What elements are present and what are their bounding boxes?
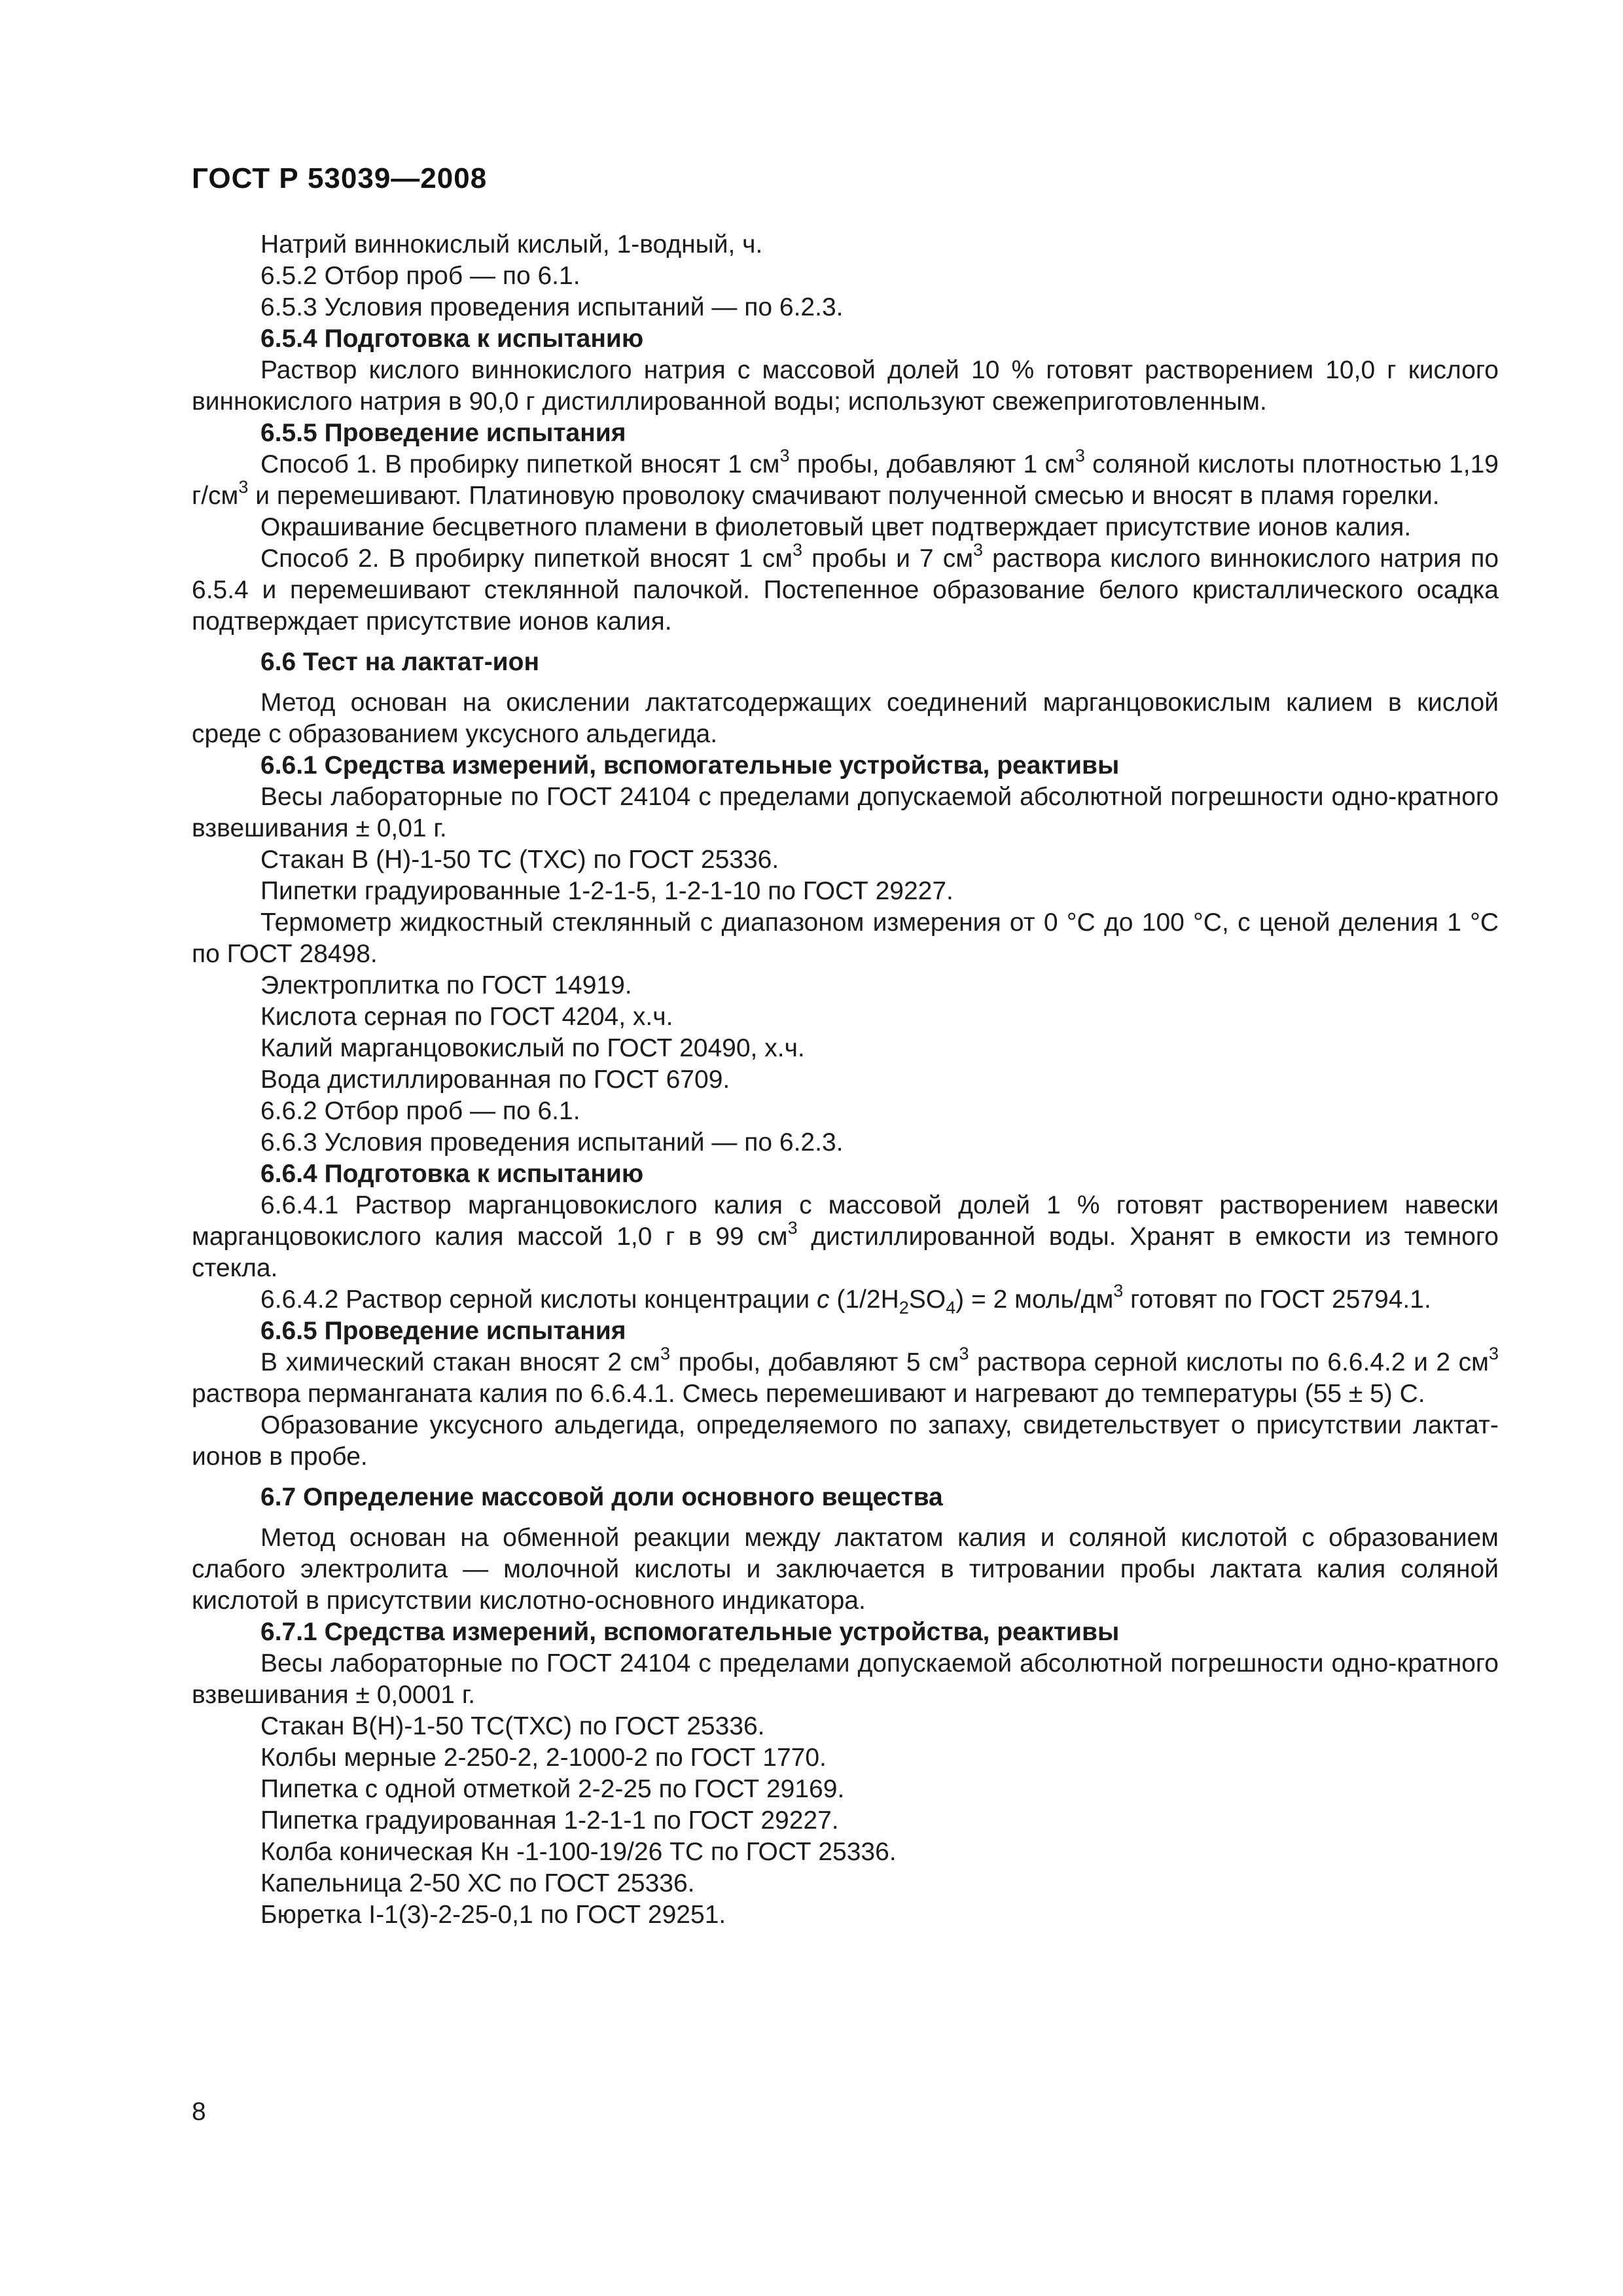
text-line: Натрий виннокислый кислый, 1-водный, ч. bbox=[260, 230, 763, 259]
list-item: Пипетка с одной отметкой 2-2-25 по ГОСТ 29169. bbox=[260, 1775, 845, 1803]
paragraph: Образование уксусного альдегида, определяемого по запаху, свидетельствует о присутствии лактат-ионов в пробе. bbox=[192, 1411, 1499, 1471]
subsection-heading: 6.5.5 Проведение испытания bbox=[260, 419, 626, 447]
list-item: Стакан В (Н)-1-50 ТС (ТХС) по ГОСТ 25336. bbox=[260, 846, 779, 874]
list-item: Пипетка градуированная 1-2-1-1 по ГОСТ 29227. bbox=[260, 1806, 839, 1835]
subsection-heading: 6.6.1 Средства измерений, вспомогательные устройства, реактивы bbox=[260, 751, 1120, 780]
paragraph: Метод основан на обменной реакции между лактатом калия и соляной кислотой с образованием слабого электролита — молочной кислоты и заключается в титровании пробы лактата калия соляной кислотой в присутствии кислотно-основного индикатора. bbox=[192, 1524, 1499, 1615]
list-item: Калий марганцовокислый по ГОСТ 20490, х.ч. bbox=[260, 1034, 805, 1062]
subsection-heading: 6.7.1 Средства измерений, вспомогательные устройства, реактивы bbox=[260, 1618, 1120, 1646]
paragraph: Окрашивание бесцветного пламени в фиолетовый цвет подтверждает присутствие ионов калия. bbox=[260, 513, 1412, 541]
list-item: Кислота серная по ГОСТ 4204, х.ч. bbox=[260, 1003, 673, 1031]
list-item: Бюретка I-1(3)-2-25-0,1 по ГОСТ 29251. bbox=[260, 1901, 726, 1929]
list-item: Колбы мерные 2-250-2, 2-1000-2 по ГОСТ 1770. bbox=[260, 1744, 827, 1772]
list-item: Термометр жидкостный стеклянный с диапазоном измерения от 0 °С до 100 °С, с ценой деления 1 °С по ГОСТ 28498. bbox=[192, 908, 1499, 968]
list-item: Пипетки градуированные 1-2-1-5, 1-2-1-10 по ГОСТ 29227. bbox=[260, 877, 954, 905]
list-item: Стакан В(Н)-1-50 ТС(ТХС) по ГОСТ 25336. bbox=[260, 1712, 765, 1740]
list-item: Капельница 2-50 ХС по ГОСТ 25336. bbox=[260, 1869, 695, 1897]
paragraph: 6.6.4.2 Раствор серной кислоты концентрации c $(1/2H_2SO_4) = 2$ моль/$дм^3$ готовят по ГОСТ 25794.1. bbox=[260, 1281, 1431, 1318]
text-line: 6.5.3 Условия проведения испытаний — по 6.2.3. bbox=[260, 293, 844, 321]
paragraph: Способ 2. В пробирку пипеткой вносят 1 $см^3$ пробы и 7 $см^3$ раствора кислого виннокислого натрия по 6.5.4 и перемешивают стеклянной палочкой. Постепенное образование белого кристаллического осадка подтверждает присутствие ионов калия. bbox=[192, 540, 1499, 636]
paragraph: Раствор кислого виннокислого натрия с массовой долей 10 % готовят растворением 10,0 г кислого виннокислого натрия в 90,0 г дистиллированной воды; используют свежеприготовленным. bbox=[192, 356, 1499, 416]
paragraph: Метод основан на окислении лактатсодержащих соединений марганцовокислым калием в кислой среде с образованием уксусного альдегида. bbox=[192, 689, 1499, 748]
page-number: 8 bbox=[192, 2098, 206, 2126]
section-heading: 6.6 Тест на лактат-ион bbox=[260, 648, 540, 676]
subsection-heading: 6.5.4 Подготовка к испытанию bbox=[260, 325, 644, 353]
paragraph: 6.6.4.1 Раствор марганцовокислого калия с массовой долей 1 % готовят растворением навески марганцовокислого калия массой 1,0 г в 99 $см^3$ дистиллированной воды. Хранят в емкости из темного стекла. bbox=[192, 1191, 1499, 1282]
text-line: 6.6.3 Условия проведения испытаний — по 6.2.3. bbox=[260, 1128, 844, 1157]
paragraph: Весы лабораторные по ГОСТ 24104 с пределами допускаемой абсолютной погрешности одно-кратного взвешивания ± 0,0001 г. bbox=[192, 1649, 1499, 1709]
paragraph: Способ 1. В пробирку пипеткой вносят 1 $см^3$ пробы, добавляют 1 $см^3$ соляной кислоты плотностью 1,19 $г/см^3$ и перемешивают. Платиновую проволоку смачивают полученной смесью и вносят в пламя горелки. bbox=[192, 446, 1499, 510]
paragraph: Весы лабораторные по ГОСТ 24104 с пределами допускаемой абсолютной погрешности одно-кратного взвешивания ± 0,01 г. bbox=[192, 783, 1499, 842]
document-body bbox=[192, 229, 1499, 1931]
standard-designation: ГОСТ Р 53039—2008 bbox=[192, 162, 488, 194]
list-item: Вода дистиллированная по ГОСТ 6709. bbox=[260, 1066, 730, 1094]
list-item: Электроплитка по ГОСТ 14919. bbox=[260, 971, 632, 999]
list-item: Колба коническая Кн -1-100-19/26 ТС по ГОСТ 25336. bbox=[260, 1838, 897, 1866]
subsection-heading: 6.6.4 Подготовка к испытанию bbox=[260, 1160, 644, 1188]
section-heading: 6.7 Определение массовой доли основного вещества bbox=[260, 1483, 943, 1511]
text-line: 6.5.2 Отбор проб — по 6.1. bbox=[260, 262, 580, 290]
subsection-heading: 6.6.5 Проведение испытания bbox=[260, 1317, 626, 1345]
paragraph: В химический стакан вносят 2 $см^3$ пробы, добавляют 5 $см^3$ раствора серной кислоты по 6.6.4.2 и 2 $см^3$ раствора перманганата калия по 6.6.4.1. Смесь перемешивают и нагревают до температуры (55 ± 5) С. bbox=[192, 1344, 1499, 1408]
text-line: 6.6.2 Отбор проб — по 6.1. bbox=[260, 1097, 580, 1125]
